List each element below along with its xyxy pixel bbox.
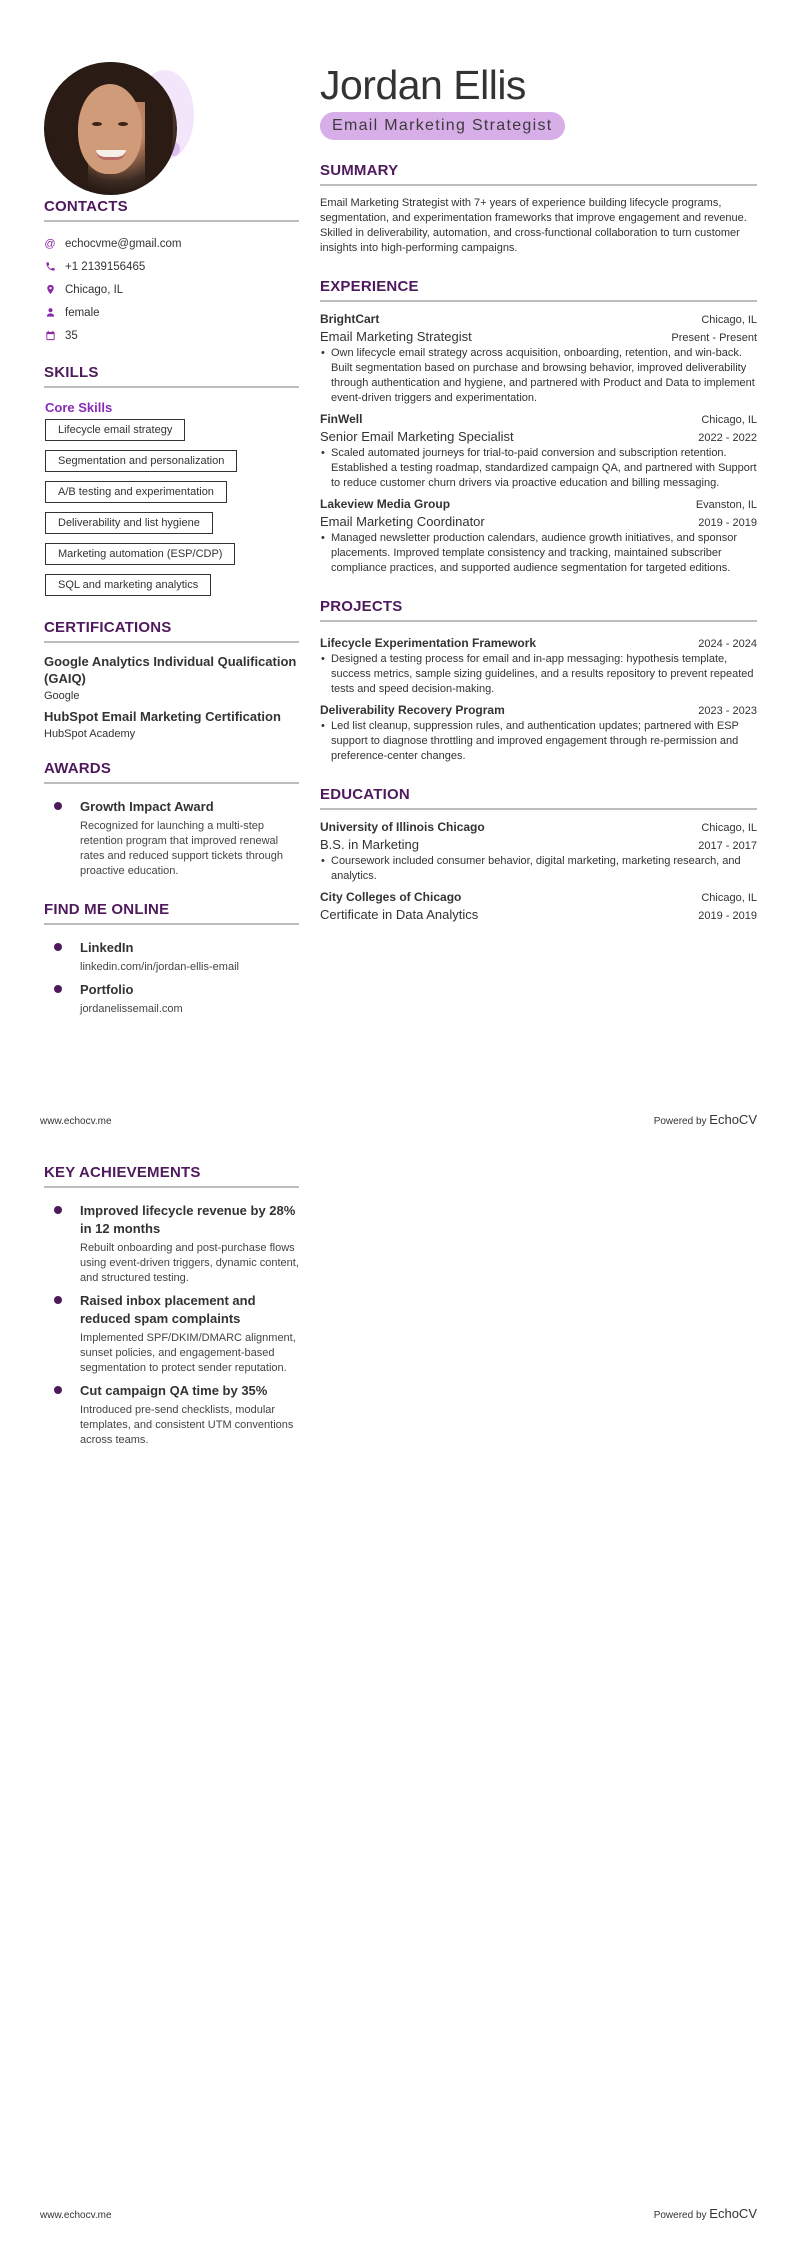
- project-dates: 2023 - 2023: [698, 705, 757, 717]
- section-title-education: EDUCATION: [320, 786, 757, 810]
- section-title-contacts: CONTACTS: [44, 198, 299, 222]
- education-dates: 2017 - 2017: [698, 840, 757, 852]
- skill-tag: Lifecycle email strategy: [45, 419, 185, 441]
- footer-site-link[interactable]: www.echocv.me: [40, 2210, 112, 2221]
- project-name: Lifecycle Experimentation Framework: [320, 636, 537, 650]
- school-location: Chicago, IL: [701, 822, 757, 834]
- skill-tag: Marketing automation (ESP/CDP): [45, 543, 235, 565]
- job-description: • Own lifecycle email strategy across acquisition, onboarding, retention, and win-back. Built segmentation based on purchase and browsing behavior, improved deliverability through authentication and hygiene, and partnered with Product and Data to implement event-driven triggers and experimentation.: [320, 346, 757, 406]
- footer-powered-by: Powered by EchoCV: [653, 2206, 757, 2221]
- experience-section: [320, 278, 757, 576]
- section-title-certifications: CERTIFICATIONS: [44, 619, 299, 643]
- job-location: Chicago, IL: [701, 314, 757, 326]
- award-title: Growth Impact Award: [80, 799, 214, 814]
- experience-item: [320, 412, 757, 491]
- person-icon: [44, 307, 56, 319]
- achievement-title: Cut campaign QA time by 35%: [80, 1383, 268, 1398]
- achievement-desc: Introduced pre-send checklists, modular templates, and consistent UTM conventions across teams.: [80, 1404, 294, 1446]
- school-name: University of Illinois Chicago: [320, 820, 485, 834]
- contact-location: Chicago, IL: [44, 278, 299, 301]
- achievement-title: Raised inbox placement and reduced spam complaints: [80, 1293, 256, 1326]
- find-me-online-section: [44, 901, 299, 1017]
- section-title-projects: PROJECTS: [320, 598, 757, 622]
- project-item: [320, 636, 757, 697]
- certification-org: Google: [44, 690, 80, 702]
- certifications-section: [44, 619, 299, 740]
- job-dates: 2019 - 2019: [698, 517, 757, 529]
- calendar-icon: [44, 330, 56, 342]
- education-item: [320, 820, 757, 884]
- contact-email: @ echocvme@gmail.com: [44, 237, 182, 250]
- online-link[interactable]: linkedin.com/in/jordan-ellis-email: [80, 961, 239, 973]
- company-name: FinWell: [320, 412, 363, 426]
- section-title-awards: AWARDS: [44, 760, 299, 784]
- projects-section: [320, 598, 757, 764]
- job-location: Evanston, IL: [695, 499, 757, 511]
- education-item: [320, 890, 757, 922]
- job-role: Email Marketing Coordinator: [320, 514, 485, 529]
- section-title-key-achievements: KEY ACHIEVEMENTS: [44, 1164, 299, 1188]
- education-description: • Coursework included consumer behavior, digital marketing, marketing research, and analytics.: [320, 854, 757, 884]
- job-description: • Scaled automated journeys for trial-to-paid conversion and subscription retention. Established a testing roadmap, standardized campaign QA, and partnered with Support to reduce customer churn drivers via proactive education and billing messaging.: [320, 446, 757, 491]
- education-section: [320, 786, 757, 956]
- key-achievements-section: [44, 1164, 299, 1448]
- degree: Certificate in Data Analytics: [320, 907, 479, 922]
- awards-section: [44, 760, 299, 879]
- contacts-section: [44, 198, 299, 347]
- section-title-experience: EXPERIENCE: [320, 278, 757, 302]
- bullet-dot-icon: [54, 802, 62, 810]
- online-title: LinkedIn: [80, 940, 134, 955]
- achievement-item: [44, 1382, 299, 1448]
- footer-brand: EchoCV: [709, 1112, 757, 1127]
- online-item-portfolio: [44, 981, 299, 1017]
- at-icon: @: [44, 237, 56, 250]
- contact-phone: +1 2139156465: [44, 255, 299, 278]
- degree: B.S. in Marketing: [320, 837, 419, 852]
- section-title-summary: SUMMARY: [320, 162, 757, 186]
- job-role: Senior Email Marketing Specialist: [320, 429, 514, 444]
- job-dates: Present - Present: [671, 332, 757, 344]
- bullet-dot-icon: [54, 1206, 62, 1214]
- achievement-title: Improved lifecycle revenue by 28% in 12 months: [80, 1203, 296, 1236]
- skill-tag: A/B testing and experimentation: [45, 481, 227, 503]
- school-name: City Colleges of Chicago: [320, 890, 462, 904]
- section-title-skills: SKILLS: [44, 364, 299, 388]
- skill-group-label: Core Skills: [45, 400, 113, 415]
- project-item: [320, 703, 757, 764]
- certification-org: HubSpot Academy: [44, 728, 136, 740]
- education-dates: 2019 - 2019: [698, 910, 757, 922]
- job-location: Chicago, IL: [701, 414, 757, 426]
- job-role: Email Marketing Strategist: [320, 329, 472, 344]
- right-column: [320, 62, 757, 956]
- skills-section: [44, 364, 299, 605]
- contact-age: 35: [44, 324, 299, 347]
- contact-gender: female: [44, 301, 299, 324]
- left-column: [44, 198, 299, 1023]
- project-description: • Led list cleanup, suppression rules, and authentication updates; partnered with ESP support to diagnose throttling and improved engagement through re-permission and preference-center changes.: [320, 719, 757, 764]
- project-description: • Designed a testing process for email and in-app messaging: hypothesis template, success metrics, sample sizing guidelines, and a results repository to prevent repeated tests and speed decision-making.: [320, 652, 757, 697]
- job-title-badge: Email Marketing Strategist: [320, 112, 565, 140]
- job-dates: 2022 - 2022: [698, 432, 757, 444]
- company-name: BrightCart: [320, 312, 380, 326]
- online-link[interactable]: jordanelissemail.com: [80, 1003, 183, 1015]
- certification-name: HubSpot Email Marketing Certification: [44, 709, 281, 724]
- online-item-linkedin: [44, 939, 299, 975]
- location-pin-icon: [44, 284, 56, 296]
- achievement-desc: Rebuilt onboarding and post-purchase flows using event-driven triggers, dynamic content, and structured testing.: [80, 1242, 299, 1284]
- left-column-page-2: [44, 1164, 299, 1454]
- skill-tag: SQL and marketing analytics: [45, 574, 211, 596]
- bullet-dot-icon: [54, 985, 62, 993]
- company-name: Lakeview Media Group: [320, 497, 451, 511]
- summary-text: Email Marketing Strategist with 7+ years of experience building lifecycle programs, segmentation, and experimentation frameworks that improve engagement and revenue. Skilled in deliverability, automation, and cross-functional collaboration to turn customer insights into high-performing campaigns.: [320, 197, 747, 254]
- certification-item: [44, 708, 299, 740]
- resume-page-2: [0, 1150, 794, 2246]
- bullet-dot-icon: [54, 943, 62, 951]
- profile-photo: [44, 62, 177, 195]
- skill-tag: Segmentation and personalization: [45, 450, 237, 472]
- achievement-item: [44, 1292, 299, 1376]
- profile-photo-container: [44, 62, 184, 197]
- phone-icon: [44, 261, 56, 273]
- summary-section: [320, 162, 757, 256]
- school-location: Chicago, IL: [701, 892, 757, 904]
- footer-brand: EchoCV: [709, 2206, 757, 2221]
- footer-site-link[interactable]: www.echocv.me: [40, 1116, 112, 1127]
- award-item: [44, 798, 299, 879]
- page-footer: [40, 2206, 757, 2221]
- bullet-dot-icon: [54, 1296, 62, 1304]
- bullet-dot-icon: [54, 1386, 62, 1394]
- skill-tag: Deliverability and list hygiene: [45, 512, 213, 534]
- project-name: Deliverability Recovery Program: [320, 703, 505, 717]
- footer-powered-by: Powered by EchoCV: [653, 1112, 757, 1127]
- certification-name: Google Analytics Individual Qualification (GAIQ): [44, 654, 297, 686]
- achievement-item: [44, 1202, 299, 1286]
- section-title-online: FIND ME ONLINE: [44, 901, 299, 925]
- achievement-desc: Implemented SPF/DKIM/DMARC alignment, sunset policies, and engagement-based segmentation to protect sender reputation.: [80, 1332, 296, 1374]
- candidate-name: Jordan Ellis: [320, 62, 526, 108]
- job-description: • Managed newsletter production calendars, audience growth initiatives, and sponsor placements. Improved template consistency and tracking, maintained subscriber compliance practices, and supported audience segmentation for targeted editions.: [320, 531, 757, 576]
- award-desc: Recognized for launching a multi-step retention program that improved renewal rates and reduced support tickets through proactive education.: [80, 820, 284, 877]
- experience-item: [320, 497, 757, 576]
- online-title: Portfolio: [80, 982, 134, 997]
- project-dates: 2024 - 2024: [698, 638, 757, 650]
- experience-item: [320, 312, 757, 406]
- certification-item: [44, 653, 299, 702]
- page-footer: [40, 1112, 757, 1127]
